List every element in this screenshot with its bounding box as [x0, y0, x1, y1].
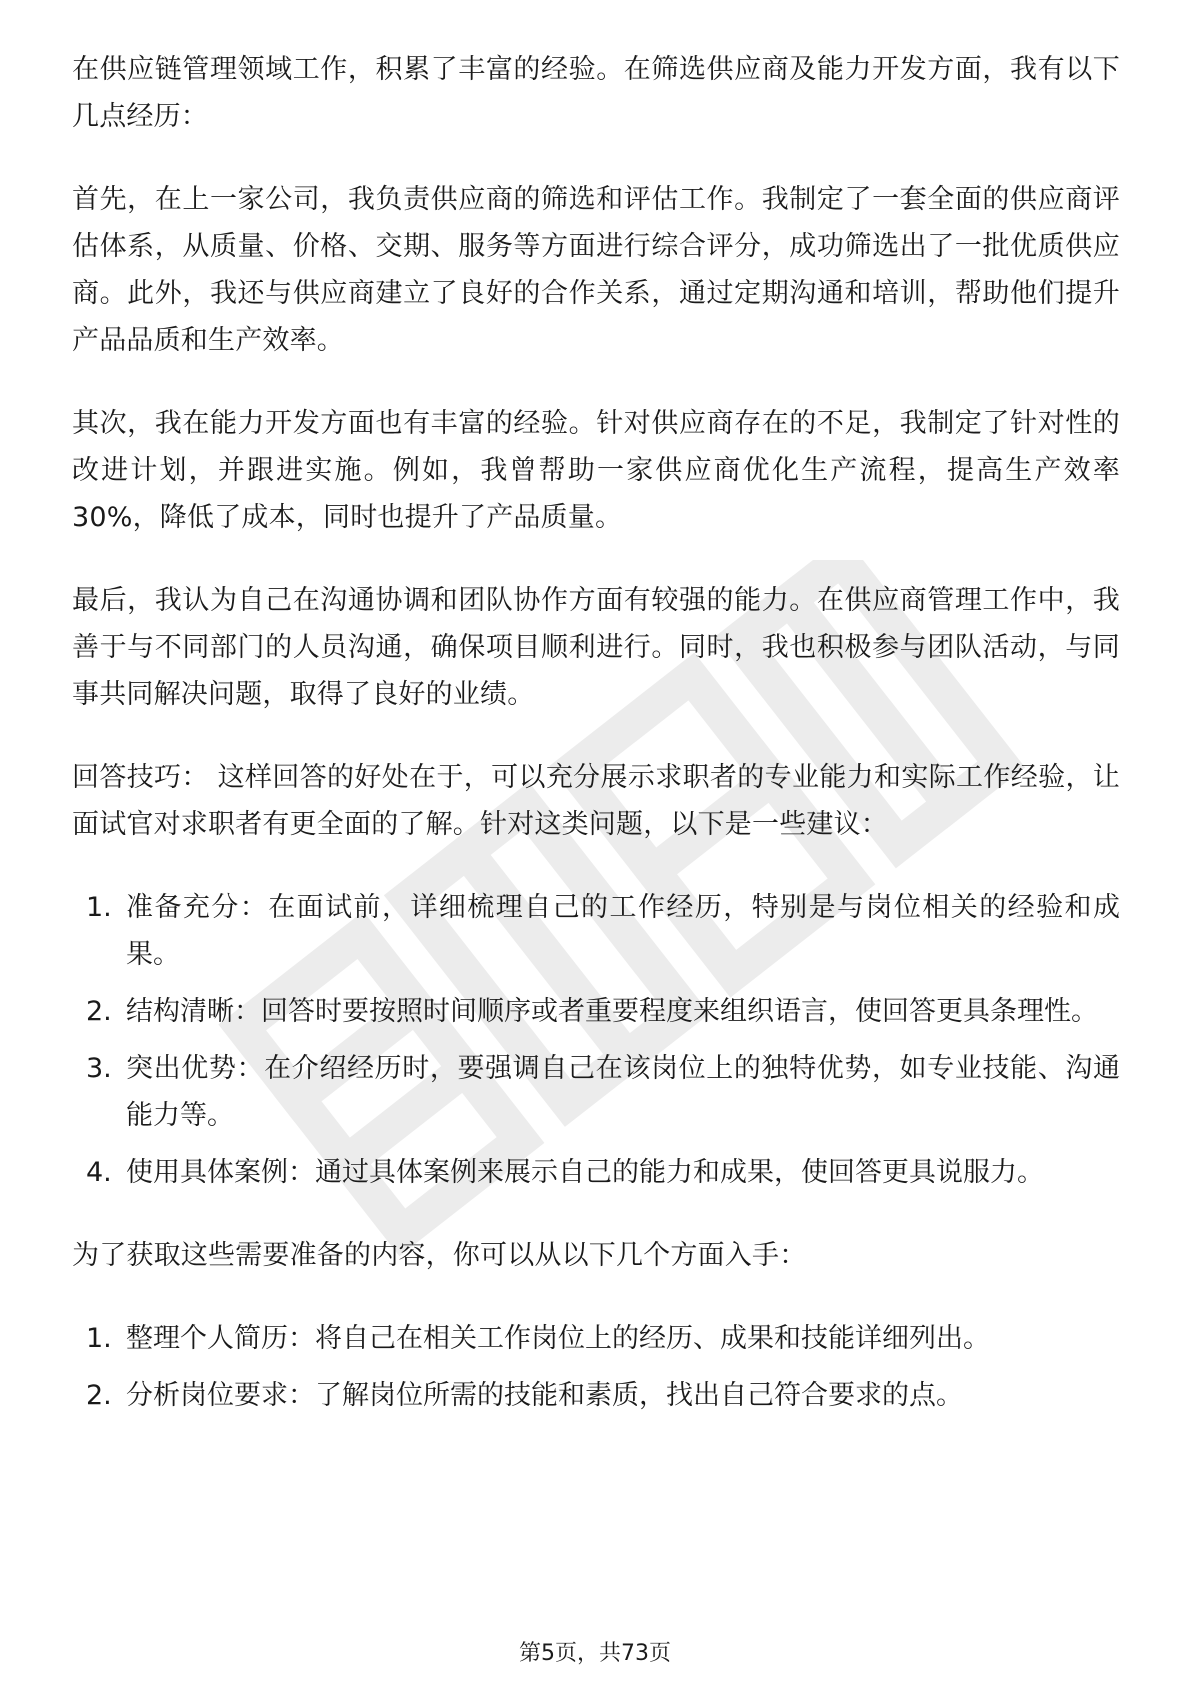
- list-item: [72, 988, 1120, 1035]
- list-item: [72, 1372, 1120, 1419]
- list-item: [72, 1045, 1120, 1139]
- list-text: 整理个人简历：将自己在相关工作岗位上的经历、成果和技能详细列出。: [126, 1323, 990, 1354]
- list-number: 1.: [86, 1323, 112, 1354]
- list-text: 准备充分：在面试前，详细梳理自己的工作经历，特别是与岗位相关的经验和成果。: [126, 892, 1120, 970]
- list-item: [72, 1149, 1120, 1196]
- list-number: 1.: [86, 892, 112, 923]
- document-body: [72, 46, 1120, 1455]
- page-number-footer: 第5页，共73页: [519, 1641, 671, 1666]
- list-text: 突出优势：在介绍经历时，要强调自己在该岗位上的独特优势，如专业技能、沟通能力等。: [126, 1053, 1120, 1131]
- list-number: 3.: [86, 1053, 112, 1084]
- list-text: 结构清晰：回答时要按照时间顺序或者重要程度来组织语言，使回答更具条理性。: [126, 996, 1098, 1027]
- second-experience-paragraph: 其次，我在能力开发方面也有丰富的经验。针对供应商存在的不足，我制定了针对性的改进计划，并跟进实施。例如，我曾帮助一家供应商优化生产流程，提高生产效率30%，降低了成本，同时也提升了产品质量。: [72, 408, 1120, 533]
- list-number: 4.: [86, 1157, 112, 1188]
- list-text: 分析岗位要求：了解岗位所需的技能和素质，找出自己符合要求的点。: [126, 1380, 963, 1411]
- list-text: 使用具体案例：通过具体案例来展示自己的能力和成果，使回答更具说服力。: [126, 1157, 1044, 1188]
- answer-tips-paragraph: 回答技巧： 这样回答的好处在于，可以充分展示求职者的专业能力和实际工作经验，让面试官对求职者有更全面的了解。针对这类问题，以下是一些建议：: [72, 762, 1120, 840]
- preparation-list: [72, 1315, 1120, 1419]
- list-item: [72, 884, 1120, 978]
- first-experience-paragraph: 首先，在上一家公司，我负责供应商的筛选和评估工作。我制定了一套全面的供应商评估体系，从质量、价格、交期、服务等方面进行综合评分，成功筛选出了一批优质供应商。此外，我还与供应商建立了良好的合作关系，通过定期沟通和培训，帮助他们提升产品品质和生产效率。: [72, 184, 1120, 356]
- preparation-intro-paragraph: 为了获取这些需要准备的内容，你可以从以下几个方面入手：: [72, 1240, 807, 1271]
- tips-list: [72, 884, 1120, 1196]
- third-experience-paragraph: 最后，我认为自己在沟通协调和团队协作方面有较强的能力。在供应商管理工作中，我善于与不同部门的人员沟通，确保项目顺利进行。同时，我也积极参与团队活动，与同事共同解决问题，取得了良好的业绩。: [72, 585, 1120, 710]
- list-item: [72, 1315, 1120, 1362]
- list-number: 2.: [86, 996, 112, 1027]
- list-number: 2.: [86, 1380, 112, 1411]
- intro-paragraph: 在供应链管理领域工作，积累了丰富的经验。在筛选供应商及能力开发方面，我有以下几点经历：: [72, 54, 1120, 132]
